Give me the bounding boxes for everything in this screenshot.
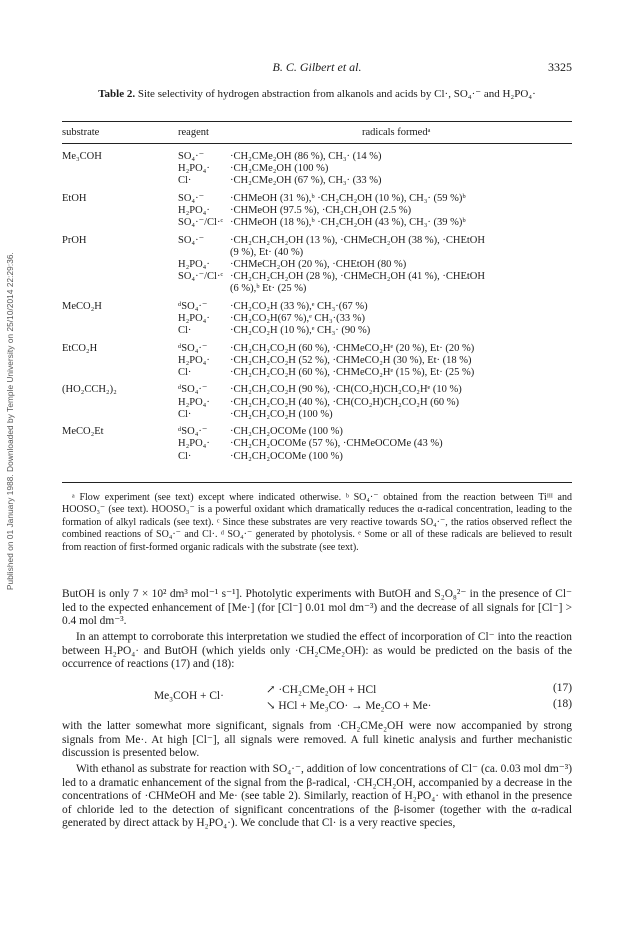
table-row [62,343,572,355]
header-radicals: radicals formedᵃ [362,127,431,138]
equation-product-17: ↗ ·CH₂CMe₂OH + HCl [266,684,377,696]
radicals-cell: ·CH₂CO₂H (33 %),ᵉ CH₃·(67 %) [230,300,368,312]
radicals-cell: ·CH₂CH₂CO₂H (90 %), ·CH(CO₂H)CH₂CO₂Hᵉ (10 %) [230,384,462,396]
radicals-cell: ·CHMeOH (31 %),ᵇ ·CH₂CH₂OH (10 %), CH₃· (59 %)ᵇ [230,192,466,204]
header-substrate: substrate [62,127,100,138]
paragraph-1: ButOH is only 7 × 10² dm³ mol⁻¹ s⁻¹]. Photolytic experiments with ButOH and S₂O₈²⁻ in the presence of Cl⁻ led to the expected enhancement of [Me·] (for [Cl⁻] 0.01 mol dm⁻³) and the decrease of all signals for [Cl⁻] > 0.4 mol dm⁻³. [62,588,572,628]
radicals-cell: ·CH₂CO₂H(67 %),ᵉ CH₃·(33 %) [230,312,365,324]
table-row [62,163,572,175]
reagent-cell: H₂PO₄· [178,396,210,408]
radicals-cell: (6 %),ᵇ Et· (25 %) [230,283,307,295]
table-row [62,151,572,163]
page-number: 3325 [548,60,572,74]
substrate-cell: PrOH [62,234,87,246]
radicals-cell: ·CH₂CH₂CH₂OH (28 %), ·CHMeCH₂OH (41 %), ·CHEtOH [230,271,485,283]
substrate-group [62,235,572,296]
table-row [62,205,572,217]
radicals-cell: ·CH₂CH₂CO₂H (52 %), ·CHMeCO₂H (30 %), Et· (18 %) [230,354,472,366]
radicals-cell: ·CH₂CMe₂OH (100 %) [230,163,329,175]
table-row [62,397,572,409]
table-row [62,193,572,205]
substrate-cell: (HO₂CCH₂)₂ [62,384,117,396]
reagent-cell: ᵈSO₄·⁻ [178,300,208,312]
reagent-cell: Cl· [178,366,192,378]
radicals-cell: ·CH₂CH₂CO₂H (60 %), ·CHMeCO₂Hᵉ (15 %), Et· (25 %) [230,366,475,378]
substrate-cell: Me₃COH [62,151,102,162]
table-caption [62,87,572,101]
table-row [62,451,572,463]
equation-number-18: (18) [553,698,572,710]
radicals-cell: ·CH₂CO₂H (10 %),ᵉ CH₃· (90 %) [230,325,371,337]
paragraph-4: With ethanol as substrate for reaction with SO₄·⁻, addition of low concentrations of Cl⁻ (ca. 0.03 mol dm⁻³) led to a dramatic enhancement of the signal from the β-radical, ·CH₂CH₂OH, accompanied by a decrease in the concentrations of ·CHMeOH and Me· (see table 2). Similarly, reaction of H₂PO₄· with ethanol in the presence of chloride led to the detection of significant concentrations of the β-isomer (together with the α-radical generated by direct attack by H₂PO₄·). We conclude that Cl· is a very reactive species, [62,763,572,830]
reagent-cell: H₂PO₄· [178,204,210,216]
substrate-group [62,426,572,463]
table-row [62,283,572,295]
substrate-group [62,193,572,230]
equation-product-18: ↘ HCl + Me₃CO· → Me₂CO + Me· [266,700,432,712]
header-reagent: reagent [178,127,209,138]
substrate-group [62,384,572,421]
table-row [62,217,572,229]
radicals-cell: (9 %), Et· (40 %) [230,246,304,258]
radicals-cell: ·CH₂CMe₂OH (86 %), CH₃· (14 %) [230,151,382,162]
table-footnotes: ᵃ Flow experiment (see text) except where indicated otherwise. ᵇ SO₄·⁻ obtained from the reaction between Tiᴵᴵᴵ and HOOSO₃⁻ (see text). HOOSO₃⁻ is a powerful oxidant which dramatically reduces the α-radical concentration, leading to the formation of alkyl radicals (see text). ᶜ Since these substrates are very reactive towards SO₄·⁻, the ratios observed reflect the combined reactions of SO₄·⁻ and Cl·. ᵈ SO₄·⁻ generated by photolysis. ᵉ Some or all of these radicals are believed to result from reaction of first-formed organic radicals with the substrate (see text). [62,492,572,553]
table-row [62,325,572,337]
reagent-cell: SO₄·⁻ [178,151,205,162]
radicals-cell: ·CH₂CH₂OCOMe (57 %), ·CHMeOCOMe (43 %) [230,438,443,450]
radicals-cell: ·CH₂CH₂OCOMe (100 %) [230,426,343,438]
reagent-cell: SO₄·⁻/Cl·ᶜ [178,271,224,283]
substrate-cell: MeCO₂H [62,300,102,312]
substrate-group [62,343,572,380]
reaction-equation [62,682,572,710]
table-row [62,271,572,283]
table-row [62,384,572,396]
equation-number-17: (17) [553,682,572,694]
reagent-cell: Cl· [178,325,192,337]
reagent-cell: Cl· [178,450,192,462]
substrate-cell: MeCO₂Et [62,426,104,438]
table-label: Table 2. [98,88,136,100]
table-row [62,438,572,450]
radicals-cell: ·CH₂CH₂CH₂OH (13 %), ·CHMeCH₂OH (38 %), ·CHEtOH [230,234,485,246]
radicals-cell: ·CH₂CH₂CO₂H (40 %), ·CH(CO₂H)CH₂CO₂H (60 %) [230,396,460,408]
reagent-cell: Cl· [178,175,192,187]
table-caption-text: Site selectivity of hydrogen abstraction from alkanols and acids by Cl·, SO₄·⁻ and H₂PO₄· [137,88,536,100]
radicals-cell: ·CH₂CMe₂OH (67 %), CH₃· (33 %) [230,175,382,187]
table-row [62,409,572,421]
table-top-rule [62,121,572,122]
radicals-cell: ·CH₂CH₂CO₂H (100 %) [230,408,333,420]
reagent-cell: H₂PO₄· [178,163,210,175]
reagent-cell: H₂PO₄· [178,312,210,324]
radicals-cell: ·CHMeCH₂OH (20 %), ·CHEtOH (80 %) [230,258,407,270]
reagent-cell: ᵈSO₄·⁻ [178,426,208,438]
substrate-group [62,151,572,188]
table-bottom-rule [62,482,572,483]
radicals-cell: ·CHMeOH (97.5 %), ·CH₂CH₂OH (2.5 %) [230,204,412,216]
reagent-cell: H₂PO₄· [178,258,210,270]
radicals-cell: ·CH₂CH₂CO₂H (60 %), ·CHMeCO₂Hᵉ (20 %), Et· (20 %) [230,342,475,354]
reagent-cell: ᵈSO₄·⁻ [178,384,208,396]
paragraph-3: with the latter somewhat more significant, signals from ·CH₂CMe₂OH were now accompanied by strong signals from Me·. At high [Cl⁻], all signals were removed. A full kinetic analysis and further mechanistic discussion is presented below. [62,720,572,760]
equation-lhs: Me₃COH + Cl· [154,690,224,702]
reagent-cell: SO₄·⁻ [178,234,205,246]
radicals-cell: ·CH₂CH₂OCOMe (100 %) [230,450,343,462]
reagent-cell: SO₄·⁻/Cl·ᶜ [178,217,224,229]
table-row [62,259,572,271]
running-title: B. C. Gilbert et al. [272,60,362,74]
table-row [62,426,572,438]
table-row [62,355,572,367]
table-header-rule [62,143,572,144]
substrate-cell: EtOH [62,192,87,204]
substrate-group [62,301,572,338]
substrate-cell: EtCO₂H [62,342,98,354]
table-row [62,235,572,247]
table-row [62,247,572,259]
download-notice: Published on 01 January 1988. Downloaded by Temple University on 25/10/2014 22:29:36. [6,252,15,590]
page-header [62,60,572,76]
paragraph-2: In an attempt to corroborate this interpretation we studied the effect of incorporation of Cl⁻ into the reaction between H₂PO₄· and ButOH (which yields only ·CH₂CMe₂OH): as would be predicted on the basis of the occurrence of reactions (17) and (18): [62,631,572,671]
reagent-cell: H₂PO₄· [178,354,210,366]
table-row [62,175,572,187]
radicals-cell: ·CHMeOH (18 %),ᵇ ·CH₂CH₂OH (43 %), CH₃· (39 %)ᵇ [230,217,466,229]
table-row [62,313,572,325]
reagent-cell: ᵈSO₄·⁻ [178,342,208,354]
reagent-cell: SO₄·⁻ [178,192,205,204]
table-row [62,301,572,313]
table-row [62,367,572,379]
reagent-cell: Cl· [178,408,192,420]
reagent-cell: H₂PO₄· [178,438,210,450]
